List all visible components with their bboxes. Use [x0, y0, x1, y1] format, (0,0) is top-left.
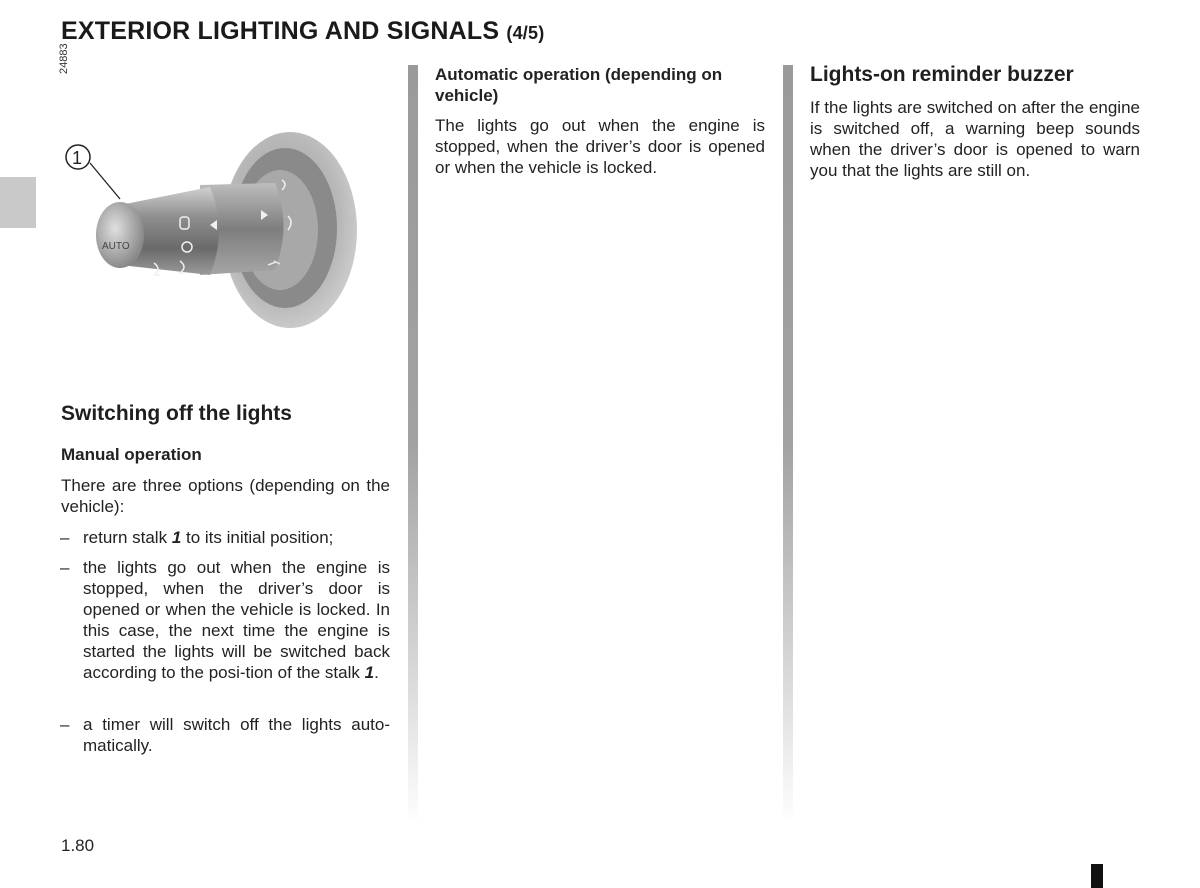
column-divider-right — [783, 65, 793, 825]
section-heading-reminder-buzzer: Lights-on reminder buzzer — [810, 63, 1074, 86]
stalk-end-cap[interactable] — [96, 202, 144, 268]
subheading-manual-operation: Manual operation — [61, 445, 202, 464]
manual-intro-text: There are three options (depending on the vehicle): — [61, 476, 390, 516]
callout-leader-line — [90, 163, 120, 199]
list-dash: – — [60, 715, 70, 734]
page-title-suffix: (4/5) — [506, 23, 545, 43]
figure-reference-number: 24883 — [58, 43, 70, 74]
column-divider-left — [408, 65, 418, 825]
list-item: – return stalk 1 to its initial position; — [60, 528, 334, 547]
list-dash: – — [60, 528, 70, 547]
subheading-automatic-operation: Automatic operation (depending on vehicle) — [435, 65, 723, 105]
list-item: – the lights go out when the engine is stopped, when the driver’s door is opened or when the vehicle is locked. In this case, the next time the engine is started the lights will be switched back according to the posi-tion of the stalk 1. — [60, 558, 390, 682]
auto-label: AUTO — [102, 241, 130, 252]
page-corner-marker — [1091, 864, 1103, 888]
page-title — [61, 17, 544, 46]
stalk-reference: 1 — [171, 528, 182, 547]
page-number: 1.80 — [61, 836, 95, 855]
section-tab-marker — [0, 177, 36, 228]
reminder-buzzer-text: If the lights are switched on after the engine is switched off, a warning beep sounds when the driver’s door is opened to warn you that the lights are still on. — [810, 98, 1140, 180]
stalk-reference: 1 — [364, 663, 375, 682]
list-dash: – — [60, 558, 70, 577]
automatic-operation-text: The lights go out when the engine is stopped, when the driver’s door is opened or when the vehicle is locked. — [435, 116, 765, 177]
list-item: – a timer will switch off the lights auto-matically. — [60, 715, 390, 755]
callout-number: 1 — [72, 148, 83, 168]
light-switch-stalk-illustration — [60, 65, 400, 355]
section-heading-switching-off: Switching off the lights — [61, 402, 292, 425]
page-title-text: EXTERIOR LIGHTING AND SIGNALS — [61, 17, 500, 45]
